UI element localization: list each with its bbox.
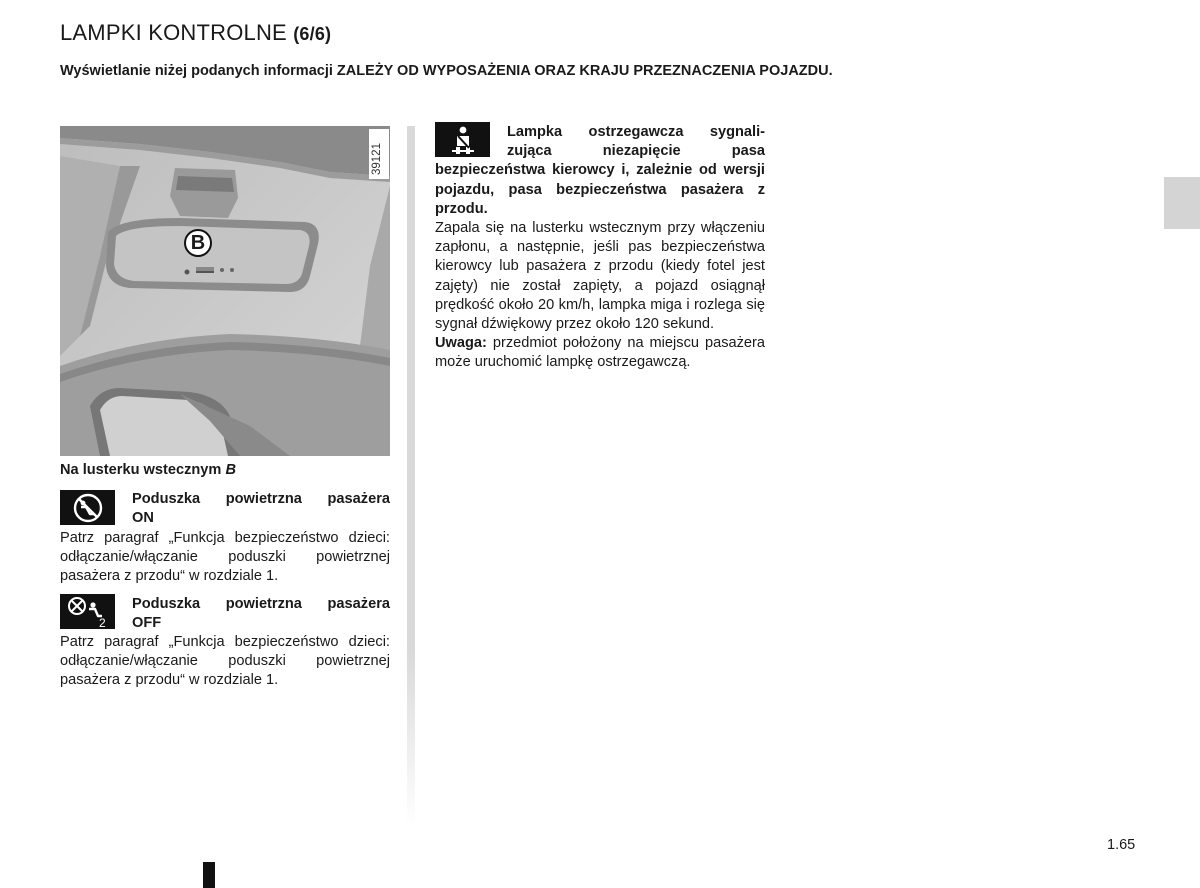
seatbelt-title-first: Lampka ostrzegawcza sygnali- <box>507 124 765 140</box>
airbag-on-body: Patrz paragraf „Funkcja bezpieczeństwo dzieci: odłączanie/włączanie poduszki powietrznej pasażera z przodu“ w rozdziale 1. <box>60 530 390 585</box>
seatbelt-note-label: Uwaga: <box>435 335 487 352</box>
seatbelt-title-rest: zująca niezapięcie pasa bezpieczeństwa kierowcy i, zależnie od wersji pojazdu, pasa bezpieczeństwa pasażera z przodu. <box>435 143 765 217</box>
rearview-mirror-illustration <box>60 126 390 456</box>
figure-reference <box>369 129 389 179</box>
rearview-mirror-figure <box>60 126 390 456</box>
seatbelt-note <box>435 334 765 372</box>
airbag-off-title: Poduszka powietrzna pasażera OFF <box>132 596 390 632</box>
page-title <box>60 20 331 46</box>
page-title-text: LAMPKI KONTROLNE <box>60 20 287 45</box>
page-title-part: (6/6) <box>293 24 332 44</box>
airbag-on-title: Poduszka powietrzna pasażera ON <box>132 491 390 527</box>
seatbelt-note-text: przedmiot położony na miejscu pasażera może uruchomić lampkę ostrzegawczą. <box>435 335 766 371</box>
chapter-tab <box>1164 177 1200 229</box>
figure-label-b: B <box>184 229 212 257</box>
svg-text:2: 2 <box>98 615 106 628</box>
figure-caption-letter: B <box>225 462 237 478</box>
airbag-off-icon <box>60 594 115 629</box>
intro-text: Wyświetlanie niżej podanych informacji ZALEŻY OD WYPOSAŻENIA ORAZ KRAJU PRZEZNACZENIA POJAZDU. <box>60 63 833 79</box>
column-divider <box>407 126 415 826</box>
print-mark <box>203 862 215 888</box>
seatbelt-text-continued <box>435 142 765 372</box>
airbag-on-icon <box>60 490 115 525</box>
figure-reference-number: 39121 <box>371 143 383 175</box>
airbag-off-body: Patrz paragraf „Funkcja bezpieczeństwo dzieci: odłączanie/włączanie poduszki powietrznej pasażera z przodu“ w rozdziale 1. <box>60 634 390 689</box>
seatbelt-body: Zapala się na lusterku wstecznym przy włączeniu zapłonu, a następnie, jeśli pas bezpieczeństwa kierowcy lub pasażera z przodu (kiedy fotel jest zajęty) nie został zapięty, a pojazd osiągnął prędkość około 20 km/h, lampka miga i rozlega się sygnał dźwiękowy przez około 120 sekund. <box>435 220 765 333</box>
figure-caption: Na lusterku wstecznym B <box>60 462 237 478</box>
page-number: 1.65 <box>1107 837 1136 853</box>
